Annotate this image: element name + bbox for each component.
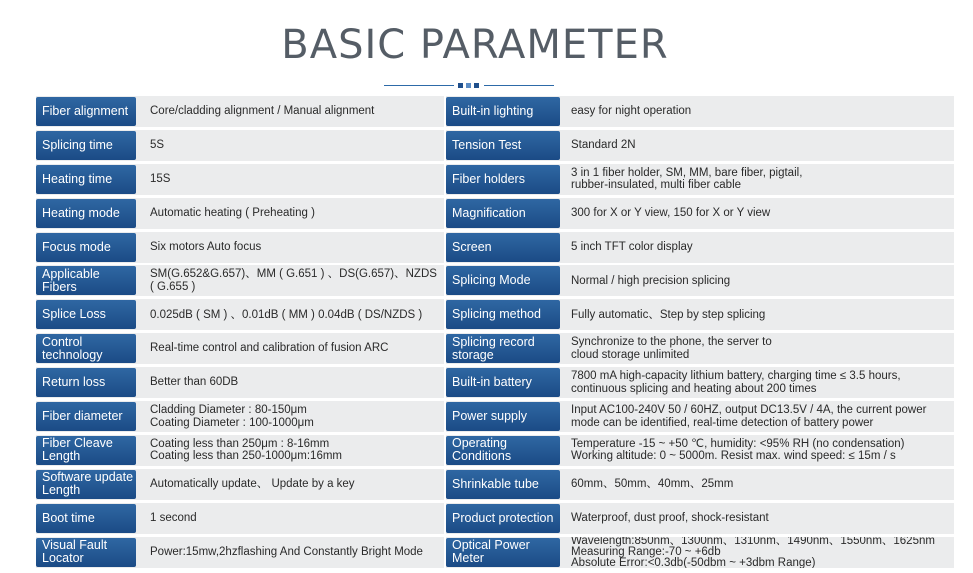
parameter-label: Heating time	[36, 165, 136, 194]
parameter-value: easy for night operation	[571, 105, 692, 118]
parameter-label: Boot time	[36, 504, 136, 533]
parameter-row	[446, 198, 954, 229]
parameter-value: Standard 2N	[571, 139, 636, 152]
parameter-row	[446, 130, 954, 161]
parameter-label: Visual Fault Locator	[36, 538, 136, 567]
parameter-value: Coating less than 250μm : 8-16mm Coating less than 250-1000μm:16mm	[150, 437, 343, 463]
parameter-value: Normal / high precision splicing	[571, 274, 731, 287]
parameter-value: Six motors Auto focus	[150, 240, 262, 253]
parameter-row	[36, 435, 444, 466]
parameter-row	[36, 299, 444, 330]
parameter-row	[446, 265, 954, 296]
parameter-row	[36, 96, 444, 127]
parameter-row	[446, 537, 954, 568]
page-title: BASIC PARAMETER	[281, 22, 669, 68]
parameter-row	[446, 164, 954, 195]
parameter-row	[36, 333, 444, 364]
parameter-label: Fiber Cleave Length	[36, 436, 136, 465]
parameter-label: Optical Power Meter	[446, 538, 560, 567]
parameter-label: Tension Test	[446, 131, 560, 160]
parameter-label: Splicing time	[36, 131, 136, 160]
right-parameter-column	[446, 96, 956, 570]
parameter-row	[446, 333, 954, 364]
parameter-label: Screen	[446, 233, 560, 262]
parameter-value: 60mm、50mm、40mm、25mm	[571, 478, 734, 491]
parameter-label: Operating Conditions	[446, 436, 560, 465]
parameter-row	[446, 232, 954, 263]
parameter-row	[36, 130, 444, 161]
parameter-row	[36, 503, 444, 534]
parameter-value: Input AC100-240V 50 / 60HZ, output DC13.5V / 4A, the current power mode can be identified, real-time detection of battery power	[571, 404, 927, 429]
parameter-label: Return loss	[36, 368, 136, 397]
parameter-value: Automatically update、 Update by a key	[150, 478, 355, 491]
parameter-row	[446, 299, 954, 330]
parameter-row	[446, 503, 954, 534]
parameter-label: Splicing Mode	[446, 266, 560, 295]
parameter-row	[36, 164, 444, 195]
parameter-row	[36, 469, 444, 500]
parameter-label: Fiber holders	[446, 165, 560, 194]
parameter-row	[36, 232, 444, 263]
parameter-label: Focus mode	[36, 233, 136, 262]
parameter-value: Cladding Diameter : 80-150μm Coating Diameter : 100-1000μm	[150, 404, 314, 429]
parameter-value: 5S	[150, 139, 165, 152]
parameter-label: Applicable Fibers	[36, 266, 136, 295]
parameter-value: 3 in 1 fiber holder, SM, MM, bare fiber, pigtail, rubber-insulated, multi fiber cable	[571, 166, 803, 192]
parameter-value: Temperature -15 ~ +50 ℃, humidity: <95% RH (no condensation) Working altitude: 0 ~ 5000m. Resist max. wind speed: ≤ 15m / s	[571, 437, 905, 463]
parameter-label: Built-in lighting	[446, 97, 560, 126]
parameter-value: Wavelength:850nm、1300nm、1310nm、1490nm、1550nm、1625nm Measuring Range:-70 ~ +6db Absolute Error:<0.3db(-50dbm ~ +3dbm Range)	[571, 536, 935, 568]
parameter-value: Automatic heating ( Preheating )	[150, 206, 315, 219]
parameter-row	[446, 401, 954, 432]
parameter-label: Fiber diameter	[36, 402, 136, 431]
parameter-row	[446, 469, 954, 500]
parameter-value: Core/cladding alignment / Manual alignment	[150, 105, 375, 118]
parameter-value: Fully automatic、Step by step splicing	[571, 308, 766, 321]
parameter-label: Built-in battery	[446, 368, 560, 397]
parameter-value: SM(G.652&G.657)、MM ( G.651 ) 、DS(G.657)、NZDS ( G.655 )	[150, 268, 437, 293]
parameter-row	[446, 435, 954, 466]
parameter-value: Synchronize to the phone, the server to cloud storage unlimited	[571, 336, 772, 361]
parameter-row	[446, 367, 954, 398]
parameter-row	[36, 367, 444, 398]
parameter-label: Heating mode	[36, 199, 136, 228]
parameter-value: 7800 mA high-capacity lithium battery, charging time ≤ 3.5 hours, continuous splicing and heating about 200 times	[571, 370, 901, 395]
parameter-label: Software update Length	[36, 470, 136, 499]
parameter-value: Waterproof, dust proof, shock-resistant	[571, 511, 769, 524]
parameter-value: 1 second	[150, 511, 197, 524]
parameter-value: 300 for X or Y view, 150 for X or Y view	[571, 206, 771, 219]
parameter-value: 5 inch TFT color display	[571, 240, 693, 253]
parameter-value: 0.025dB ( SM ) 、0.01dB ( MM ) 0.04dB ( DS/NZDS )	[150, 308, 423, 321]
parameter-label: Power supply	[446, 402, 560, 431]
parameter-label: Shrinkable tube	[446, 470, 560, 499]
parameter-row	[446, 96, 954, 127]
parameter-row	[36, 401, 444, 432]
parameter-value: 15S	[150, 173, 171, 186]
parameter-value: Better than 60DB	[150, 376, 239, 389]
parameter-label: Splice Loss	[36, 300, 136, 329]
parameter-row	[36, 198, 444, 229]
parameter-value: Real-time control and calibration of fusion ARC	[150, 342, 389, 355]
parameter-label: Splicing method	[446, 300, 560, 329]
parameter-label: Fiber alignment	[36, 97, 136, 126]
title-divider	[384, 83, 554, 89]
parameter-label: Magnification	[446, 199, 560, 228]
parameter-row	[36, 265, 444, 296]
parameter-label: Control technology	[36, 334, 136, 363]
parameter-value: Power:15mw,2hzflashing And Constantly Bright Mode	[150, 545, 423, 558]
parameter-label: Product protection	[446, 504, 560, 533]
parameter-row	[36, 537, 444, 568]
parameter-label: Splicing record storage	[446, 334, 560, 363]
